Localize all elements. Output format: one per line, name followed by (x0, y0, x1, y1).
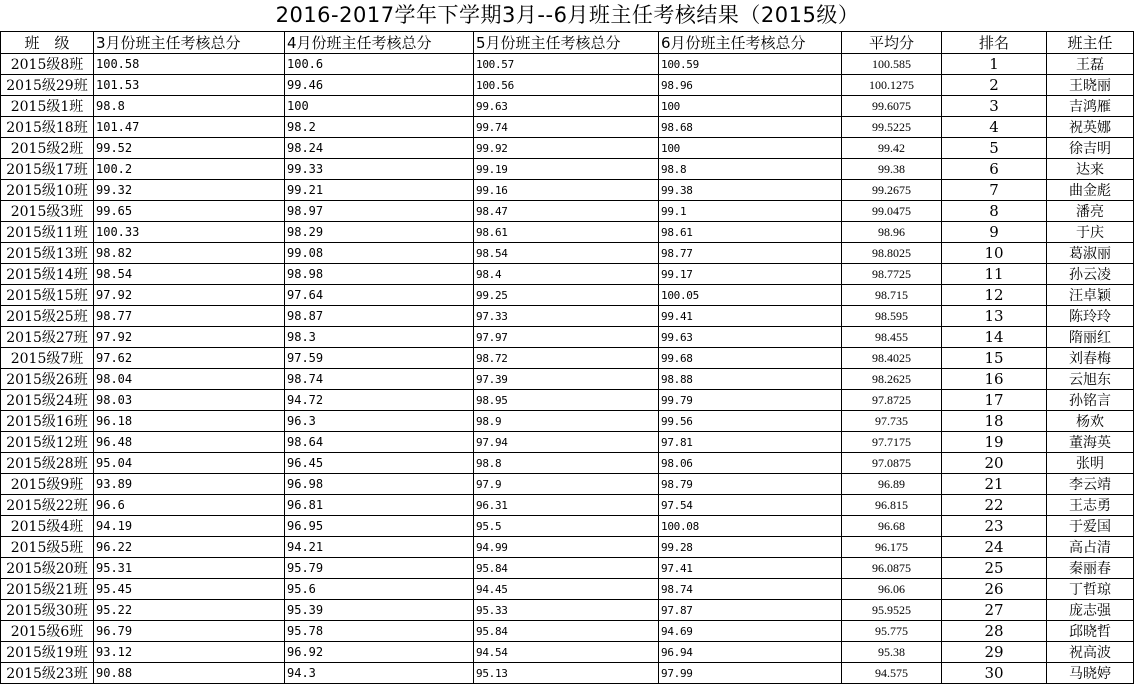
class-cell[interactable]: 2015级12班 (1, 432, 94, 453)
teacher-cell[interactable]: 孙铭言 (1047, 390, 1134, 411)
april-score-cell[interactable]: 95.78 (285, 621, 474, 642)
june-score-cell[interactable]: 97.41 (659, 558, 842, 579)
april-score-cell[interactable]: 98.29 (285, 222, 474, 243)
april-score-cell[interactable]: 98.87 (285, 306, 474, 327)
april-score-cell[interactable]: 96.92 (285, 642, 474, 663)
teacher-cell[interactable]: 秦丽春 (1047, 558, 1134, 579)
rank-cell[interactable]: 24 (942, 537, 1047, 558)
june-score-cell[interactable]: 99.56 (659, 411, 842, 432)
average-cell[interactable]: 95.775 (842, 621, 942, 642)
header-teacher[interactable]: 班主任 (1047, 32, 1134, 54)
teacher-cell[interactable]: 于庆 (1047, 222, 1134, 243)
table-row (1, 138, 1134, 159)
average-cell[interactable]: 98.7725 (842, 264, 942, 285)
may-score-cell[interactable]: 97.9 (474, 474, 659, 495)
rank-cell[interactable]: 6 (942, 159, 1047, 180)
may-score-cell[interactable]: 97.39 (474, 369, 659, 390)
march-score-cell[interactable]: 101.53 (94, 75, 285, 96)
may-score-cell[interactable]: 100.56 (474, 75, 659, 96)
may-score-cell[interactable]: 99.63 (474, 96, 659, 117)
average-cell[interactable]: 99.42 (842, 138, 942, 159)
june-score-cell[interactable]: 100.59 (659, 54, 842, 75)
class-cell[interactable]: 2015级24班 (1, 390, 94, 411)
table-row (1, 495, 1134, 516)
april-score-cell[interactable]: 99.33 (285, 159, 474, 180)
june-score-cell[interactable]: 98.77 (659, 243, 842, 264)
rank-cell[interactable]: 7 (942, 180, 1047, 201)
april-score-cell[interactable]: 98.98 (285, 264, 474, 285)
may-score-cell[interactable]: 99.74 (474, 117, 659, 138)
may-score-cell[interactable]: 97.33 (474, 306, 659, 327)
june-score-cell[interactable]: 97.99 (659, 663, 842, 684)
average-cell[interactable]: 96.89 (842, 474, 942, 495)
may-score-cell[interactable]: 95.84 (474, 558, 659, 579)
march-score-cell[interactable]: 96.79 (94, 621, 285, 642)
april-score-cell[interactable]: 100 (285, 96, 474, 117)
average-cell[interactable]: 97.0875 (842, 453, 942, 474)
june-score-cell[interactable]: 98.68 (659, 117, 842, 138)
june-score-cell[interactable]: 98.88 (659, 369, 842, 390)
june-score-cell[interactable]: 98.74 (659, 579, 842, 600)
average-cell[interactable]: 97.735 (842, 411, 942, 432)
june-score-cell[interactable]: 99.28 (659, 537, 842, 558)
june-score-cell[interactable]: 94.69 (659, 621, 842, 642)
march-score-cell[interactable]: 94.19 (94, 516, 285, 537)
header-june-score[interactable]: 6月份班主任考核总分 (659, 32, 842, 54)
class-cell[interactable]: 2015级13班 (1, 243, 94, 264)
table-row (1, 411, 1134, 432)
rank-cell[interactable]: 26 (942, 579, 1047, 600)
table-row (1, 96, 1134, 117)
class-cell[interactable]: 2015级8班 (1, 54, 94, 75)
table-row (1, 369, 1134, 390)
june-score-cell[interactable]: 98.79 (659, 474, 842, 495)
rank-cell[interactable]: 3 (942, 96, 1047, 117)
may-score-cell[interactable]: 94.45 (474, 579, 659, 600)
march-score-cell[interactable]: 99.52 (94, 138, 285, 159)
average-cell[interactable]: 98.96 (842, 222, 942, 243)
april-score-cell[interactable]: 95.6 (285, 579, 474, 600)
class-cell[interactable]: 2015级7班 (1, 348, 94, 369)
teacher-cell[interactable]: 王晓丽 (1047, 75, 1134, 96)
table-row (1, 516, 1134, 537)
teacher-cell[interactable]: 邱晓哲 (1047, 621, 1134, 642)
june-score-cell[interactable]: 98.06 (659, 453, 842, 474)
table-row (1, 579, 1134, 600)
teacher-cell[interactable]: 董海英 (1047, 432, 1134, 453)
teacher-cell[interactable]: 孙云凌 (1047, 264, 1134, 285)
march-score-cell[interactable]: 97.92 (94, 327, 285, 348)
june-score-cell[interactable]: 96.94 (659, 642, 842, 663)
rank-cell[interactable]: 9 (942, 222, 1047, 243)
class-cell[interactable]: 2015级3班 (1, 201, 94, 222)
rank-cell[interactable]: 4 (942, 117, 1047, 138)
rank-cell[interactable]: 8 (942, 201, 1047, 222)
april-score-cell[interactable]: 98.64 (285, 432, 474, 453)
april-score-cell[interactable]: 98.2 (285, 117, 474, 138)
rank-cell[interactable]: 23 (942, 516, 1047, 537)
rank-cell[interactable]: 2 (942, 75, 1047, 96)
teacher-cell[interactable]: 王志勇 (1047, 495, 1134, 516)
may-score-cell[interactable]: 95.84 (474, 621, 659, 642)
march-score-cell[interactable]: 95.04 (94, 453, 285, 474)
march-score-cell[interactable]: 100.2 (94, 159, 285, 180)
table-row (1, 663, 1134, 684)
june-score-cell[interactable]: 97.87 (659, 600, 842, 621)
march-score-cell[interactable]: 96.22 (94, 537, 285, 558)
rank-cell[interactable]: 14 (942, 327, 1047, 348)
sheet-title: 2016-2017学年下学期3月--6月班主任考核结果（2015级） (275, 3, 860, 27)
table-row (1, 306, 1134, 327)
header-row (1, 32, 1134, 54)
rank-cell[interactable]: 15 (942, 348, 1047, 369)
teacher-cell[interactable]: 刘春梅 (1047, 348, 1134, 369)
average-cell[interactable]: 96.06 (842, 579, 942, 600)
march-score-cell[interactable]: 99.32 (94, 180, 285, 201)
class-cell[interactable]: 2015级28班 (1, 453, 94, 474)
april-score-cell[interactable]: 99.46 (285, 75, 474, 96)
average-cell[interactable]: 98.715 (842, 285, 942, 306)
class-cell[interactable]: 2015级22班 (1, 495, 94, 516)
may-score-cell[interactable]: 98.54 (474, 243, 659, 264)
june-score-cell[interactable]: 99.68 (659, 348, 842, 369)
june-score-cell[interactable]: 99.79 (659, 390, 842, 411)
april-score-cell[interactable]: 98.24 (285, 138, 474, 159)
march-score-cell[interactable]: 90.88 (94, 663, 285, 684)
table-row (1, 390, 1134, 411)
header-class[interactable]: 班 级 (1, 32, 94, 54)
table-row (1, 558, 1134, 579)
teacher-cell[interactable]: 庞志强 (1047, 600, 1134, 621)
april-score-cell[interactable]: 97.64 (285, 285, 474, 306)
class-cell[interactable]: 2015级15班 (1, 285, 94, 306)
may-score-cell[interactable]: 97.94 (474, 432, 659, 453)
march-score-cell[interactable]: 101.47 (94, 117, 285, 138)
april-score-cell[interactable]: 96.3 (285, 411, 474, 432)
teacher-cell[interactable]: 曲金彪 (1047, 180, 1134, 201)
class-cell[interactable]: 2015级14班 (1, 264, 94, 285)
may-score-cell[interactable]: 99.16 (474, 180, 659, 201)
march-score-cell[interactable]: 98.04 (94, 369, 285, 390)
teacher-cell[interactable]: 王磊 (1047, 54, 1134, 75)
rank-cell[interactable]: 28 (942, 621, 1047, 642)
teacher-cell[interactable]: 祝英娜 (1047, 117, 1134, 138)
april-score-cell[interactable]: 94.21 (285, 537, 474, 558)
may-score-cell[interactable]: 99.25 (474, 285, 659, 306)
april-score-cell[interactable]: 99.08 (285, 243, 474, 264)
average-cell[interactable]: 96.815 (842, 495, 942, 516)
table-row (1, 201, 1134, 222)
april-score-cell[interactable]: 99.21 (285, 180, 474, 201)
may-score-cell[interactable]: 98.95 (474, 390, 659, 411)
may-score-cell[interactable]: 95.5 (474, 516, 659, 537)
rank-cell[interactable]: 21 (942, 474, 1047, 495)
may-score-cell[interactable]: 98.47 (474, 201, 659, 222)
class-cell[interactable]: 2015级2班 (1, 138, 94, 159)
rank-cell[interactable]: 17 (942, 390, 1047, 411)
average-cell[interactable]: 96.0875 (842, 558, 942, 579)
teacher-cell[interactable]: 陈玲玲 (1047, 306, 1134, 327)
march-score-cell[interactable]: 97.92 (94, 285, 285, 306)
teacher-cell[interactable]: 马晓婷 (1047, 663, 1134, 684)
rank-cell[interactable]: 13 (942, 306, 1047, 327)
teacher-cell[interactable]: 丁哲琼 (1047, 579, 1134, 600)
june-score-cell[interactable]: 99.63 (659, 327, 842, 348)
teacher-cell[interactable]: 达来 (1047, 159, 1134, 180)
rank-cell[interactable]: 10 (942, 243, 1047, 264)
rank-cell[interactable]: 29 (942, 642, 1047, 663)
april-score-cell[interactable]: 96.95 (285, 516, 474, 537)
may-score-cell[interactable]: 95.33 (474, 600, 659, 621)
march-score-cell[interactable]: 98.77 (94, 306, 285, 327)
april-score-cell[interactable]: 96.81 (285, 495, 474, 516)
may-score-cell[interactable]: 99.19 (474, 159, 659, 180)
june-score-cell[interactable]: 97.54 (659, 495, 842, 516)
table-row (1, 159, 1134, 180)
may-score-cell[interactable]: 98.72 (474, 348, 659, 369)
average-cell[interactable]: 98.4025 (842, 348, 942, 369)
average-cell[interactable]: 98.455 (842, 327, 942, 348)
class-cell[interactable]: 2015级30班 (1, 600, 94, 621)
march-score-cell[interactable]: 96.6 (94, 495, 285, 516)
class-cell[interactable]: 2015级19班 (1, 642, 94, 663)
average-cell[interactable]: 94.575 (842, 663, 942, 684)
class-cell[interactable]: 2015级16班 (1, 411, 94, 432)
class-cell[interactable]: 2015级6班 (1, 621, 94, 642)
header-march-score[interactable]: 3月份班主任考核总分 (94, 32, 285, 54)
table-row (1, 180, 1134, 201)
class-cell[interactable]: 2015级27班 (1, 327, 94, 348)
may-score-cell[interactable]: 94.54 (474, 642, 659, 663)
april-score-cell[interactable]: 94.72 (285, 390, 474, 411)
may-score-cell[interactable]: 100.57 (474, 54, 659, 75)
rank-cell[interactable]: 12 (942, 285, 1047, 306)
june-score-cell[interactable]: 100.05 (659, 285, 842, 306)
average-cell[interactable]: 100.585 (842, 54, 942, 75)
table-row (1, 474, 1134, 495)
rank-cell[interactable]: 5 (942, 138, 1047, 159)
teacher-cell[interactable]: 隋丽红 (1047, 327, 1134, 348)
march-score-cell[interactable]: 95.31 (94, 558, 285, 579)
april-score-cell[interactable]: 98.74 (285, 369, 474, 390)
table-row (1, 264, 1134, 285)
header-may-score[interactable]: 5月份班主任考核总分 (474, 32, 659, 54)
table-row (1, 117, 1134, 138)
teacher-cell[interactable]: 高占清 (1047, 537, 1134, 558)
table-row (1, 285, 1134, 306)
table-row (1, 243, 1134, 264)
teacher-cell[interactable]: 汪卓颖 (1047, 285, 1134, 306)
teacher-cell[interactable]: 张明 (1047, 453, 1134, 474)
table-row (1, 537, 1134, 558)
march-score-cell[interactable]: 100.58 (94, 54, 285, 75)
march-score-cell[interactable]: 100.33 (94, 222, 285, 243)
rank-cell[interactable]: 1 (942, 54, 1047, 75)
results-table (0, 31, 1134, 684)
june-score-cell[interactable]: 98.8 (659, 159, 842, 180)
june-score-cell[interactable]: 100.08 (659, 516, 842, 537)
teacher-cell[interactable]: 吉鸿雁 (1047, 96, 1134, 117)
march-score-cell[interactable]: 96.48 (94, 432, 285, 453)
table-row (1, 453, 1134, 474)
april-score-cell[interactable]: 94.3 (285, 663, 474, 684)
table-row (1, 432, 1134, 453)
june-score-cell[interactable]: 97.81 (659, 432, 842, 453)
average-cell[interactable]: 98.595 (842, 306, 942, 327)
average-cell[interactable]: 95.38 (842, 642, 942, 663)
april-score-cell[interactable]: 96.45 (285, 453, 474, 474)
table-row (1, 600, 1134, 621)
april-score-cell[interactable]: 98.3 (285, 327, 474, 348)
june-score-cell[interactable]: 99.1 (659, 201, 842, 222)
may-score-cell[interactable]: 96.31 (474, 495, 659, 516)
march-score-cell[interactable]: 95.45 (94, 579, 285, 600)
class-cell[interactable]: 2015级25班 (1, 306, 94, 327)
april-score-cell[interactable]: 96.98 (285, 474, 474, 495)
march-score-cell[interactable]: 98.54 (94, 264, 285, 285)
teacher-cell[interactable]: 祝高波 (1047, 642, 1134, 663)
teacher-cell[interactable]: 于爱国 (1047, 516, 1134, 537)
rank-cell[interactable]: 27 (942, 600, 1047, 621)
rank-cell[interactable]: 20 (942, 453, 1047, 474)
class-cell[interactable]: 2015级18班 (1, 117, 94, 138)
table-row (1, 222, 1134, 243)
march-score-cell[interactable]: 93.89 (94, 474, 285, 495)
march-score-cell[interactable]: 97.62 (94, 348, 285, 369)
average-cell[interactable]: 98.2625 (842, 369, 942, 390)
march-score-cell[interactable]: 98.82 (94, 243, 285, 264)
class-cell[interactable]: 2015级29班 (1, 75, 94, 96)
table-body (1, 54, 1134, 684)
march-score-cell[interactable]: 98.03 (94, 390, 285, 411)
table-row (1, 642, 1134, 663)
march-score-cell[interactable]: 93.12 (94, 642, 285, 663)
march-score-cell[interactable]: 98.8 (94, 96, 285, 117)
april-score-cell[interactable]: 95.79 (285, 558, 474, 579)
june-score-cell[interactable]: 100 (659, 138, 842, 159)
class-cell[interactable]: 2015级17班 (1, 159, 94, 180)
class-cell[interactable]: 2015级5班 (1, 537, 94, 558)
june-score-cell[interactable]: 99.41 (659, 306, 842, 327)
june-score-cell[interactable]: 99.17 (659, 264, 842, 285)
june-score-cell[interactable]: 99.38 (659, 180, 842, 201)
average-cell[interactable]: 98.8025 (842, 243, 942, 264)
march-score-cell[interactable]: 95.22 (94, 600, 285, 621)
class-cell[interactable]: 2015级23班 (1, 663, 94, 684)
may-score-cell[interactable]: 98.8 (474, 453, 659, 474)
teacher-cell[interactable]: 李云靖 (1047, 474, 1134, 495)
table-row (1, 75, 1134, 96)
average-cell[interactable]: 97.8725 (842, 390, 942, 411)
june-score-cell[interactable]: 98.61 (659, 222, 842, 243)
average-cell[interactable]: 97.7175 (842, 432, 942, 453)
class-cell[interactable]: 2015级26班 (1, 369, 94, 390)
class-cell[interactable]: 2015级10班 (1, 180, 94, 201)
rank-cell[interactable]: 30 (942, 663, 1047, 684)
average-cell[interactable]: 100.1275 (842, 75, 942, 96)
table-row (1, 621, 1134, 642)
teacher-cell[interactable]: 葛淑丽 (1047, 243, 1134, 264)
header-rank[interactable]: 排名 (942, 32, 1047, 54)
june-score-cell[interactable]: 98.96 (659, 75, 842, 96)
march-score-cell[interactable]: 99.65 (94, 201, 285, 222)
class-cell[interactable]: 2015级4班 (1, 516, 94, 537)
rank-cell[interactable]: 18 (942, 411, 1047, 432)
header-average[interactable]: 平均分 (842, 32, 942, 54)
may-score-cell[interactable]: 99.92 (474, 138, 659, 159)
april-score-cell[interactable]: 98.97 (285, 201, 474, 222)
class-cell[interactable]: 2015级21班 (1, 579, 94, 600)
table-row (1, 327, 1134, 348)
class-cell[interactable]: 2015级11班 (1, 222, 94, 243)
rank-cell[interactable]: 11 (942, 264, 1047, 285)
average-cell[interactable]: 99.2675 (842, 180, 942, 201)
april-score-cell[interactable]: 95.39 (285, 600, 474, 621)
teacher-cell[interactable]: 杨欢 (1047, 411, 1134, 432)
rank-cell[interactable]: 19 (942, 432, 1047, 453)
may-score-cell[interactable]: 98.4 (474, 264, 659, 285)
average-cell[interactable]: 95.9525 (842, 600, 942, 621)
average-cell[interactable]: 99.38 (842, 159, 942, 180)
class-cell[interactable]: 2015级1班 (1, 96, 94, 117)
june-score-cell[interactable]: 100 (659, 96, 842, 117)
class-cell[interactable]: 2015级20班 (1, 558, 94, 579)
average-cell[interactable]: 96.175 (842, 537, 942, 558)
class-cell[interactable]: 2015级9班 (1, 474, 94, 495)
average-cell[interactable]: 99.6075 (842, 96, 942, 117)
average-cell[interactable]: 99.0475 (842, 201, 942, 222)
march-score-cell[interactable]: 96.18 (94, 411, 285, 432)
rank-cell[interactable]: 22 (942, 495, 1047, 516)
april-score-cell[interactable]: 100.6 (285, 54, 474, 75)
may-score-cell[interactable]: 97.97 (474, 327, 659, 348)
teacher-cell[interactable]: 潘亮 (1047, 201, 1134, 222)
average-cell[interactable]: 96.68 (842, 516, 942, 537)
may-score-cell[interactable]: 98.9 (474, 411, 659, 432)
may-score-cell[interactable]: 94.99 (474, 537, 659, 558)
header-april-score[interactable]: 4月份班主任考核总分 (285, 32, 474, 54)
teacher-cell[interactable]: 云旭东 (1047, 369, 1134, 390)
april-score-cell[interactable]: 97.59 (285, 348, 474, 369)
may-score-cell[interactable]: 98.61 (474, 222, 659, 243)
average-cell[interactable]: 99.5225 (842, 117, 942, 138)
rank-cell[interactable]: 25 (942, 558, 1047, 579)
table-row (1, 348, 1134, 369)
table-row (1, 54, 1134, 75)
teacher-cell[interactable]: 徐吉明 (1047, 138, 1134, 159)
rank-cell[interactable]: 16 (942, 369, 1047, 390)
may-score-cell[interactable]: 95.13 (474, 663, 659, 684)
